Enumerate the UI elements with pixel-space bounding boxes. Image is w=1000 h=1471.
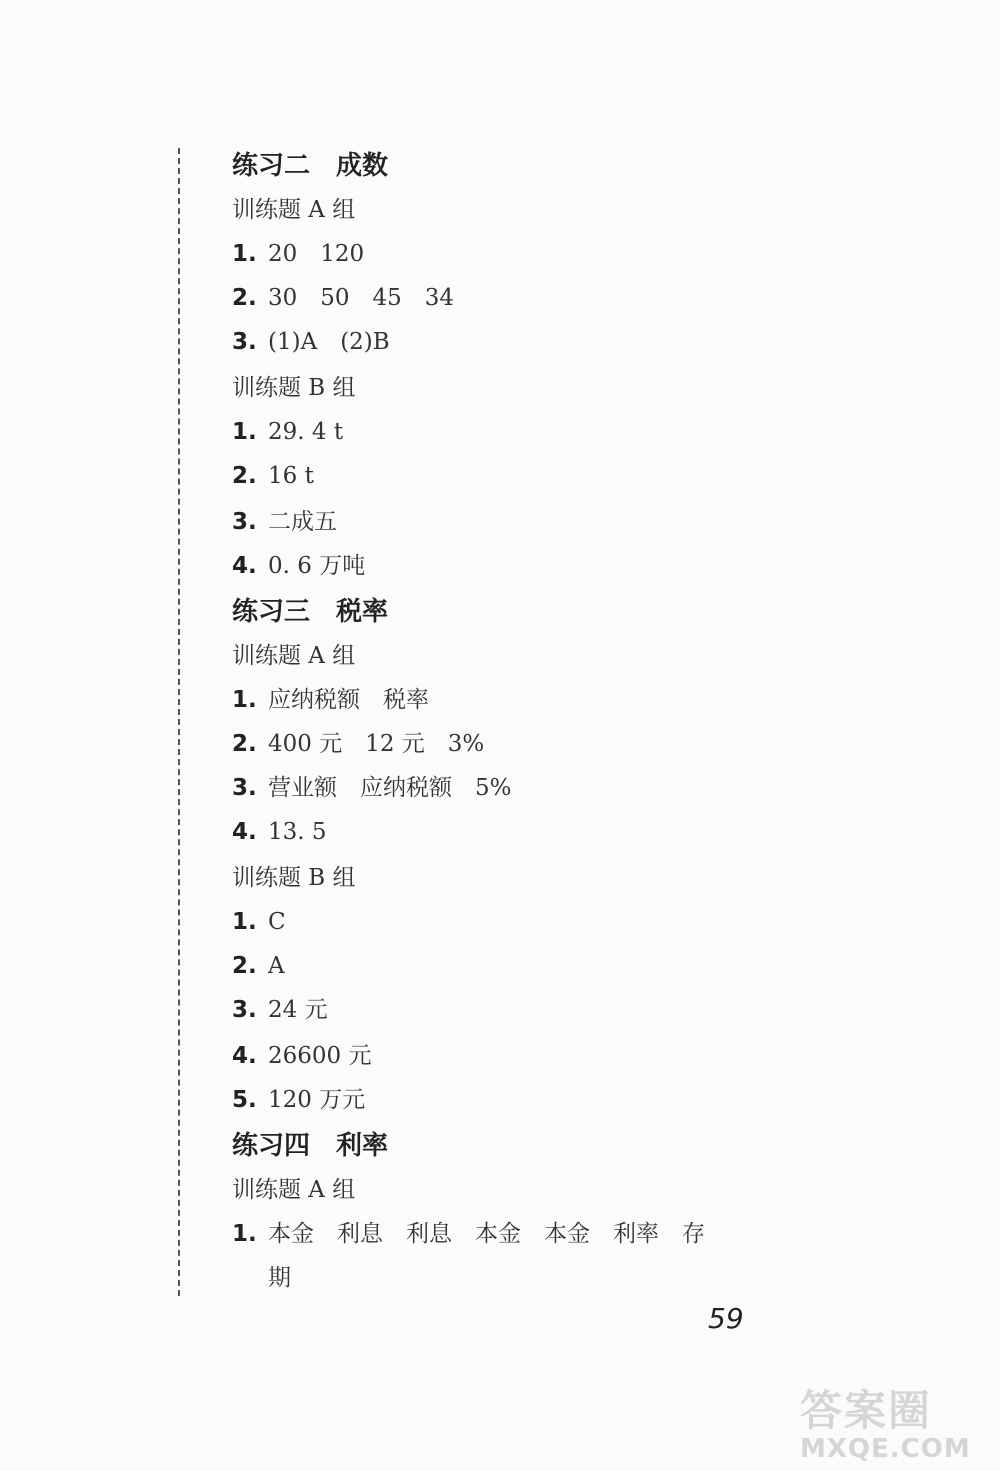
item-text: 营业额 应纳税额 5% (268, 775, 512, 801)
item-number: 2. (232, 463, 257, 489)
group-label: 训练题 B 组 (232, 375, 356, 401)
item-number: 4. (232, 1043, 257, 1069)
answer-item (232, 544, 365, 588)
item-text: C (268, 909, 286, 935)
item-number: 3. (232, 775, 257, 801)
item-text: 20 120 (268, 241, 365, 267)
item-text: 13. 5 (268, 819, 327, 845)
item-number: 3. (232, 329, 257, 355)
group-label: 训练题 A 组 (232, 643, 356, 669)
item-text: (1)A (2)B (268, 329, 390, 355)
item-text: 本金 利息 利息 本金 本金 利率 存 (268, 1221, 705, 1247)
item-number: 3. (232, 509, 257, 535)
item-continuation: 期 (268, 1265, 291, 1291)
item-text: 120 万元 (268, 1087, 366, 1113)
item-text: 24 元 (268, 997, 328, 1023)
answer-item (232, 766, 512, 810)
item-number: 2. (232, 285, 257, 311)
item-text: A (268, 953, 285, 979)
section-heading: 练习二 成数 (232, 151, 389, 181)
item-text: 400 元 12 元 3% (268, 731, 485, 757)
answer-item (232, 988, 328, 1032)
item-number: 1. (232, 419, 257, 445)
section-heading: 练习三 税率 (232, 597, 389, 627)
item-number: 2. (232, 731, 257, 757)
dashed-margin-line (178, 148, 180, 1296)
watermark-logo (800, 1378, 990, 1468)
watermark-title: 答案圈 (800, 1386, 933, 1435)
item-number: 3. (232, 997, 257, 1023)
item-number: 2. (232, 953, 257, 979)
answer-item (232, 678, 429, 722)
item-number: 1. (232, 1221, 257, 1247)
item-text: 26600 元 (268, 1043, 372, 1069)
item-number: 1. (232, 687, 257, 713)
item-text: 29. 4 t (268, 419, 344, 445)
item-text: 二成五 (268, 509, 337, 535)
answer-item (232, 810, 327, 854)
answer-item (232, 900, 286, 944)
item-text: 应纳税额 税率 (268, 687, 429, 713)
item-number: 4. (232, 553, 257, 579)
answer-item (232, 722, 484, 766)
item-number: 4. (232, 819, 257, 845)
answer-item (232, 410, 343, 454)
section-heading: 练习四 利率 (232, 1131, 389, 1161)
answer-item (232, 500, 337, 544)
item-text: 30 50 45 34 (268, 285, 455, 311)
watermark-url: MXQE.COM (800, 1434, 971, 1464)
page-number: 59 (708, 1302, 744, 1335)
answer-item (232, 276, 454, 320)
answer-item (232, 454, 314, 498)
group-label: 训练题 A 组 (232, 1177, 356, 1203)
item-text: 0. 6 万吨 (268, 553, 366, 579)
group-label: 训练题 B 组 (232, 865, 356, 891)
answer-item (232, 232, 364, 276)
answer-item (232, 1078, 365, 1122)
answer-item (232, 944, 285, 988)
answer-item (232, 1212, 705, 1256)
answer-item (232, 320, 390, 364)
item-number: 5. (232, 1087, 257, 1113)
item-text: 16 t (268, 463, 314, 489)
item-number: 1. (232, 241, 257, 267)
item-number: 1. (232, 909, 257, 935)
answer-item (232, 1034, 371, 1078)
group-label: 训练题 A 组 (232, 197, 356, 223)
